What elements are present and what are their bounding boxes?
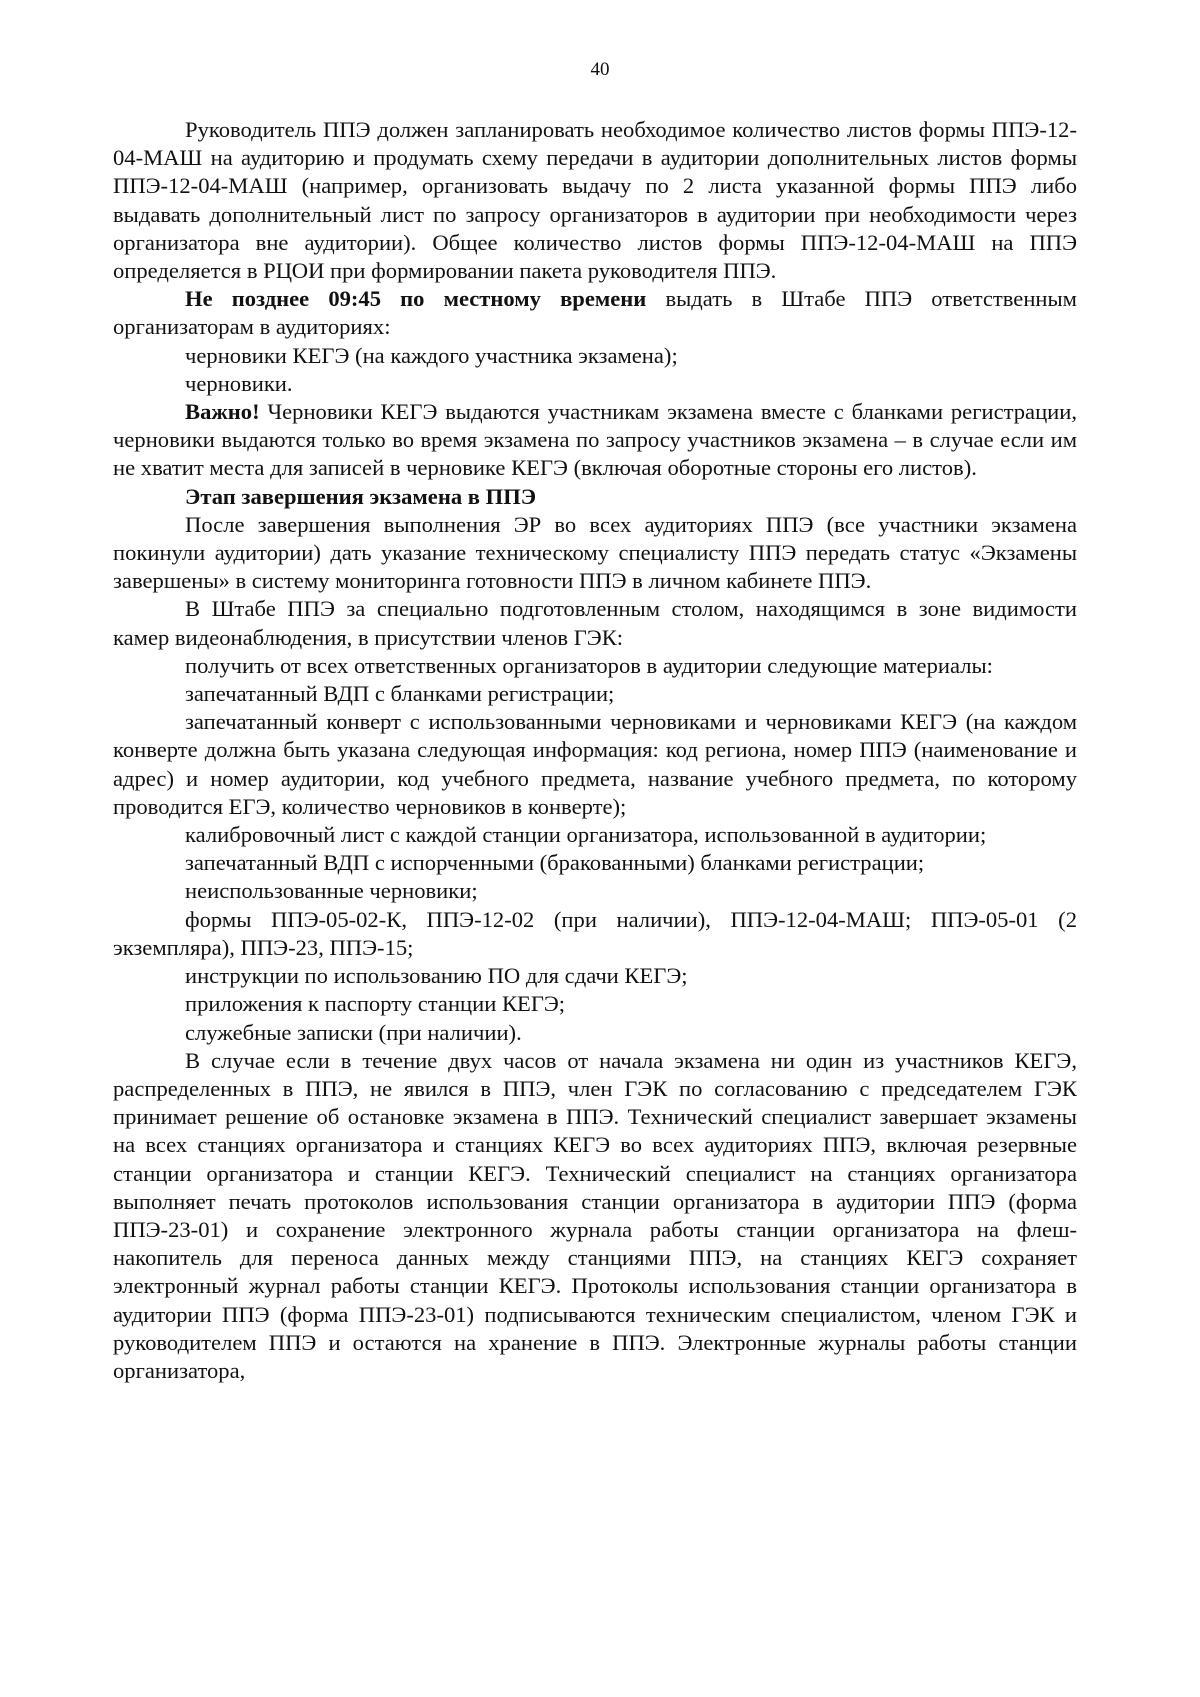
list-item-passport-appendices: приложения к паспорту станции КЕГЭ; — [185, 991, 566, 1017]
document-body — [113, 116, 1077, 1385]
paragraph-issue-deadline — [113, 285, 1077, 341]
paragraph-form-sheets-planning: Руководитель ППЭ должен запланировать необходимое количество листов формы ППЭ-12-04-МАШ на аудиторию и продумать схему передачи в аудитории дополнительных листов формы ППЭ-12-04-МАШ (например, организовать выдачу по 2 листа указанной формы ППЭ либо выдавать дополнительный лист по запросу организаторов в аудитории при необходимости через организатора вне аудитории). Общее количество листов формы ППЭ-12-04-МАШ на ППЭ определяется в РЦОИ при формировании пакета руководителя ППЭ. — [113, 117, 1077, 284]
page-number: 40 — [590, 59, 610, 80]
list-item-calibration-sheet: калибровочный лист с каждой станции организатора, использованной в аудитории; — [185, 822, 987, 848]
paragraph-important-note — [113, 398, 1077, 483]
list-item-spoiled-forms-vdp: запечатанный ВДП с испорченными (бракованными) бланками регистрации; — [185, 850, 925, 876]
list-item-unused-drafts: неиспользованные черновики; — [185, 878, 478, 904]
section-heading-exam-completion: Этап завершения экзамена в ППЭ — [185, 483, 537, 509]
deadline-emphasis: Не позднее 09:45 по местному времени — [185, 286, 647, 312]
list-item-software-instructions: инструкции по использованию ПО для сдачи КЕГЭ; — [185, 963, 688, 989]
list-item-kege-drafts: черновики КЕГЭ (на каждого участника экзамена); — [185, 342, 678, 368]
paragraph-after-completion: После завершения выполнения ЭР во всех аудиториях ППЭ (все участники экзамена покинули аудитории) дать указание техническому специалисту ППЭ передать статус «Экзамены завершены» в систему мониторинга готовности ППЭ в личном кабинете ППЭ. — [113, 511, 1077, 594]
important-text: Черновики КЕГЭ выдаются участникам экзамена вместе с бланками регистрации, черновики выдаются только во время экзамена по запросу участников экзамена – в случае если им не хватит места для записей в черновике КЕГЭ (включая оборотные стороны его листов). — [113, 399, 1077, 481]
deadline-text: выдать в Штабе ППЭ ответственным организаторам в аудиториях: — [113, 286, 1077, 340]
list-item-forms: формы ППЭ-05-02-К, ППЭ-12-02 (при наличии), ППЭ-12-04-МАШ; ППЭ-05-01 (2 экземпляра), ППЭ-23, ППЭ-15; — [113, 906, 1077, 960]
paragraph-hq-table: В Штабе ППЭ за специально подготовленным столом, находящимся в зоне видимости камер видеонаблюдения, в присутствии членов ГЭК: — [113, 596, 1077, 650]
list-intro-materials: получить от всех ответственных организаторов в аудитории следующие материалы: — [185, 652, 993, 678]
list-item-drafts: черновики. — [185, 370, 293, 396]
list-item-service-notes: служебные записки (при наличии). — [185, 1019, 522, 1045]
important-label: Важно! — [185, 399, 260, 425]
list-item-sealed-envelope: запечатанный конверт с использованными черновиками и черновиками КЕГЭ (на каждом конверте должна быть указана следующая информация: код региона, номер ППЭ (наименование и адрес) и номер аудитории, код учебного предмета, название учебного предмета, по которому проводится ЕГЭ, количество черновиков в конверте); — [113, 709, 1077, 819]
paragraph-exam-stop: В случае если в течение двух часов от начала экзамена ни один из участников КЕГЭ, распределенных в ППЭ, не явился в ППЭ, член ГЭК по согласованию с председателем ГЭК принимает решение об остановке экзамена в ППЭ. Технический специалист завершает экзамены на всех станциях организатора и станциях КЕГЭ во всех аудиториях ППЭ, включая резервные станции организатора и станции КЕГЭ. Технический специалист на станциях организатора выполняет печать протоколов использования станции организатора в аудитории ППЭ (форма ППЭ-23-01) и сохранение электронного журнала работы станции организатора на флеш-накопитель для переноса данных между станциями ППЭ, на станциях КЕГЭ сохраняет электронный журнал работы станции КЕГЭ. Протоколы использования станции организатора в аудитории ППЭ (форма ППЭ-23-01) подписываются техническим специалистом, членом ГЭК и руководителем ППЭ и остаются на хранение в ППЭ. Электронные журналы работы станции организатора, — [113, 1047, 1077, 1383]
list-item-sealed-vdp: запечатанный ВДП с бланками регистрации; — [185, 681, 615, 707]
